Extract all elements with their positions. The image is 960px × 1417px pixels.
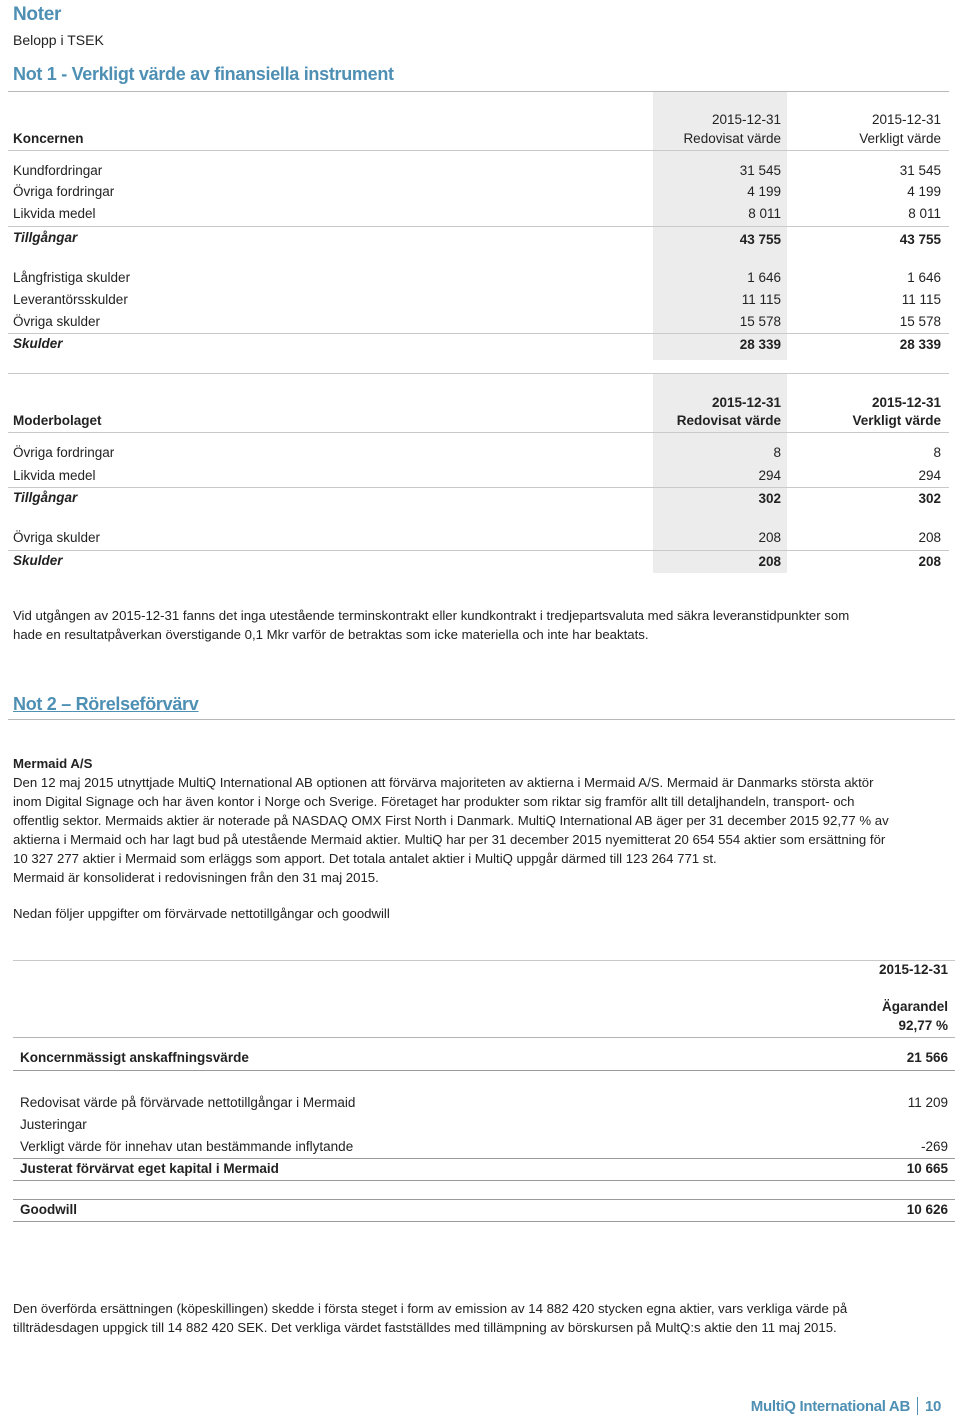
row-value: 294 xyxy=(758,468,781,483)
gw-row-value: 11 209 xyxy=(907,1095,948,1110)
note1-paragraph xyxy=(13,606,953,644)
note2-divider xyxy=(8,719,955,720)
company-heading: Mermaid A/S xyxy=(13,756,93,771)
subtotal-rule xyxy=(8,487,949,488)
row-value: 11 115 xyxy=(741,292,781,307)
col-header: Verkligt värde xyxy=(859,131,941,146)
footer-separator xyxy=(917,1397,918,1415)
row-rule xyxy=(13,1158,955,1159)
note1-title: Not 1 - Verkligt värde av finansiella instrument xyxy=(13,64,394,84)
text-line: Mermaid är konsoliderat i redovisningen från den 31 maj 2015. xyxy=(13,870,379,885)
moderbolaget-label: Moderbolaget xyxy=(13,413,102,428)
footer-company: MultiQ International AB xyxy=(750,1398,910,1415)
gw-share-label: Ägarandel xyxy=(881,999,948,1014)
row-label: Kundfordringar xyxy=(13,163,103,178)
subtotal-value: 28 339 xyxy=(739,337,781,352)
row-value: 31 545 xyxy=(899,163,941,178)
header-rule xyxy=(13,1037,955,1038)
row-rule xyxy=(13,1199,955,1200)
text-line: Den överförda ersättningen (köpeskillingen) skedde i första steget i form av emission av 14 882 420 stycken egna aktier, vars verkliga värde på xyxy=(13,1301,848,1316)
page-number: 10 xyxy=(925,1398,942,1415)
closing-paragraph xyxy=(13,1299,953,1337)
gw-row-label: Justeringar xyxy=(20,1117,87,1132)
row-value: 15 578 xyxy=(739,314,781,329)
page-title: Noter xyxy=(13,4,62,25)
subtotal-rule xyxy=(8,333,949,334)
row-value: 11 115 xyxy=(901,292,941,307)
col-header: Redovisat värde xyxy=(676,413,781,428)
col-date: 2015-12-31 xyxy=(711,395,781,410)
subtotal-value: 28 339 xyxy=(899,337,941,352)
row-label: Likvida medel xyxy=(13,468,96,483)
goodwill-intro: Nedan följer uppgifter om förvärvade nettotillgångar och goodwill xyxy=(13,906,390,921)
row-value: 208 xyxy=(758,530,781,545)
gw-row-label: Justerat förvärvat eget kapital i Mermaid xyxy=(20,1161,279,1176)
row-value: 31 545 xyxy=(739,163,781,178)
gw-date: 2015-12-31 xyxy=(878,962,948,977)
text-line: hade en resultatpåverkan överstigande 0,1 Mkr varför de betraktas som icke materiella och inte har beaktats. xyxy=(13,627,649,642)
row-rule xyxy=(13,1221,955,1222)
amount-unit-note: Belopp i TSEK xyxy=(13,32,104,48)
gw-row-value: 21 566 xyxy=(906,1050,948,1065)
subtotal-value: 208 xyxy=(758,554,781,569)
row-value: 1 646 xyxy=(907,270,941,285)
subtotal-label: Skulder xyxy=(13,336,63,351)
row-label: Övriga fordringar xyxy=(13,184,115,199)
gw-row-label: Redovisat värde på förvärvade nettotillgångar i Mermaid xyxy=(20,1095,356,1110)
text-line: tillträdesdagen uppgick till 14 882 420 SEK. Det verkliga värdet fastställdes med tillämpning av börskursen på MultQ:s aktie den 11 maj 2015. xyxy=(13,1320,837,1335)
text-line: inom Digital Signage och har även kontor i Norge och Sverige. Företaget har produkter som riktar sig framför allt till detaljhandeln, transport- och xyxy=(13,794,855,809)
subtotal-value: 302 xyxy=(918,491,941,506)
text-line: offentlig sektor. Mermaids aktier är noterade på NASDAQ OMX First North i Danmark. MultiQ International AB äger per 31 december 2015 92,77 % av xyxy=(13,813,889,828)
row-value: 294 xyxy=(918,468,941,483)
text-line: 10 327 277 aktier i Mermaid som erläggs som apport. Det totala antalet aktier i MultiQ uppgår därmed till 123 264 771 st. xyxy=(13,851,717,866)
subtotal-label: Tillgångar xyxy=(13,490,78,505)
table-top-rule xyxy=(8,373,949,374)
subtotal-value: 208 xyxy=(918,554,941,569)
gw-row-value: 10 626 xyxy=(906,1202,948,1217)
row-label: Övriga skulder xyxy=(13,530,101,545)
koncernen-label: Koncernen xyxy=(13,131,84,146)
subtotal-value: 43 755 xyxy=(739,232,781,247)
row-label: Långfristiga skulder xyxy=(13,270,131,285)
subtotal-rule xyxy=(8,550,949,551)
text-line: Vid utgången av 2015-12-31 fanns det inga utestående terminskontrakt eller kundkontrakt i tredjepartsvaluta med säkra leveranstidpunkter som xyxy=(13,608,850,623)
row-rule xyxy=(13,1180,955,1181)
gw-share-value: 92,77 % xyxy=(898,1018,948,1033)
text-line: aktierna i Mermaid och har lagt bud på utestående Mermaid aktier. MultiQ har per 31 december 2015 nyemitterat 20 654 554 aktier som ersättning för xyxy=(13,832,886,847)
row-value: 208 xyxy=(918,530,941,545)
gw-row-label: Goodwill xyxy=(20,1202,77,1217)
note1-divider xyxy=(8,91,949,92)
subtotal-rule xyxy=(8,226,949,227)
row-label: Övriga fordringar xyxy=(13,445,115,460)
row-value: 4 199 xyxy=(907,184,941,199)
gw-row-label: Verkligt värde för innehav utan bestämmande inflytande xyxy=(20,1139,354,1154)
row-value: 8 011 xyxy=(748,206,781,221)
row-label: Leverantörsskulder xyxy=(13,292,128,307)
table-top-rule xyxy=(13,960,955,961)
row-rule xyxy=(13,1070,955,1071)
row-value: 15 578 xyxy=(899,314,941,329)
subtotal-label: Skulder xyxy=(13,553,63,568)
col-header: Verkligt värde xyxy=(852,413,941,428)
header-rule xyxy=(8,432,949,433)
col-date: 2015-12-31 xyxy=(711,112,781,127)
gw-row-value: 10 665 xyxy=(906,1161,948,1176)
note2-title: Not 2 – Rörelseförvärv xyxy=(13,694,199,714)
subtotal-value: 302 xyxy=(758,491,781,506)
gw-row-label: Koncernmässigt anskaffningsvärde xyxy=(20,1050,249,1065)
note2-paragraph xyxy=(13,773,958,887)
text-line: Den 12 maj 2015 utnyttjade MultiQ International AB optionen att förvärva majoriteten av aktierna i Mermaid A/S. Mermaid är Danmarks största aktör xyxy=(13,775,874,790)
col-date: 2015-12-31 xyxy=(871,112,941,127)
row-value: 8 xyxy=(933,445,941,460)
row-value: 8 011 xyxy=(908,206,941,221)
header-rule xyxy=(8,150,949,151)
row-label: Övriga skulder xyxy=(13,314,101,329)
subtotal-value: 43 755 xyxy=(899,232,941,247)
row-value: 8 xyxy=(773,445,781,460)
col-header: Redovisat värde xyxy=(683,131,781,146)
gw-row-value: -269 xyxy=(920,1139,948,1154)
col-date: 2015-12-31 xyxy=(871,395,941,410)
row-label: Likvida medel xyxy=(13,206,96,221)
subtotal-label: Tillgångar xyxy=(13,230,78,245)
row-value: 1 646 xyxy=(747,270,781,285)
row-value: 4 199 xyxy=(747,184,781,199)
